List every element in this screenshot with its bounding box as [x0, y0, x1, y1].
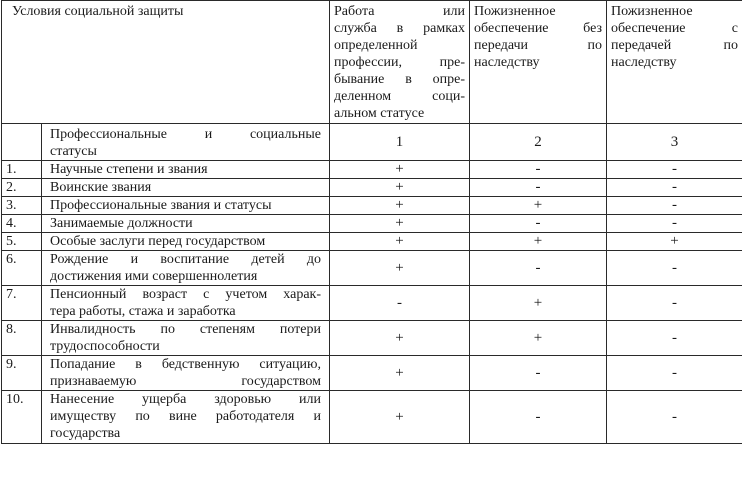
header-col-1-line: альном статусе — [334, 106, 425, 121]
row-description-line: имуществу по вине работодателя и — [50, 409, 321, 424]
row-number: 2. — [2, 179, 42, 197]
row-cell-work: + — [330, 197, 470, 215]
row-cell-lifetime-inherit: - — [607, 179, 742, 197]
table-row — [2, 179, 742, 197]
table-row — [2, 286, 742, 321]
row-cell-lifetime-no-inherit: - — [470, 179, 607, 197]
header-col-3-line: обеспечение с — [611, 21, 738, 36]
row-cell-lifetime-inherit: - — [607, 215, 742, 233]
row-number: 5. — [2, 233, 42, 251]
row-cell-lifetime-no-inherit: - — [470, 251, 607, 286]
header-col-2 — [470, 1, 607, 124]
row-cell-work: + — [330, 161, 470, 179]
row-description: Занимаемые должности — [42, 215, 330, 233]
header-col-2-line: обеспечение без — [474, 21, 602, 36]
header-col-3-line: передачей по — [611, 38, 738, 53]
row-cell-lifetime-no-inherit: - — [470, 356, 607, 391]
row-description — [42, 391, 330, 444]
header-col-3-line: Пожизненное — [611, 4, 693, 19]
header-col-2-line: передачи по — [474, 38, 602, 53]
social-protection-table — [1, 0, 742, 444]
table-row — [2, 161, 742, 179]
row-description-line: тера работы, стажа и заработка — [50, 304, 236, 319]
row-number: 9. — [2, 356, 42, 391]
header-col-2-line: наследству — [474, 55, 540, 70]
row-cell-work: + — [330, 233, 470, 251]
row-description-line: признаваемую государством — [50, 374, 321, 389]
table-row — [2, 197, 742, 215]
row-cell-lifetime-no-inherit: + — [470, 321, 607, 356]
row-cell-lifetime-inherit: - — [607, 321, 742, 356]
row-number: 10. — [2, 391, 42, 444]
table-row — [2, 251, 742, 286]
subheader-col-2: 2 — [470, 124, 607, 161]
row-description: Профессиональные звания и статусы — [42, 197, 330, 215]
row-cell-work: + — [330, 215, 470, 233]
row-cell-lifetime-no-inherit: - — [470, 161, 607, 179]
header-col-1-line: Работа или — [334, 4, 465, 19]
row-cell-work: - — [330, 286, 470, 321]
subheader-num — [2, 124, 42, 161]
subheader-label — [42, 124, 330, 161]
row-cell-lifetime-no-inherit: - — [470, 391, 607, 444]
row-cell-work: + — [330, 391, 470, 444]
row-description: Научные степени и звания — [42, 161, 330, 179]
row-cell-work: + — [330, 251, 470, 286]
subheader-col-3: 3 — [607, 124, 742, 161]
table-row — [2, 215, 742, 233]
row-description-line: Пенсионный возраст с учетом харак- — [50, 287, 321, 302]
header-col-1-line: профессии, пре- — [334, 55, 465, 70]
table-header-row — [2, 1, 742, 124]
table-row — [2, 391, 742, 444]
header-col-1-line: деленном соци- — [334, 89, 465, 104]
subheader-label-line: Профессиональные и социальные — [50, 127, 321, 142]
row-description-line: достижения ими совершеннолетия — [50, 269, 258, 284]
row-number: 7. — [2, 286, 42, 321]
row-description — [42, 286, 330, 321]
row-cell-work: + — [330, 356, 470, 391]
row-description: Особые заслуги перед государством — [42, 233, 330, 251]
row-cell-work: + — [330, 179, 470, 197]
table-row — [2, 321, 742, 356]
row-description-line: Попадание в бедственную ситуацию, — [50, 357, 321, 372]
subheader-row — [2, 124, 742, 161]
row-cell-lifetime-no-inherit: + — [470, 233, 607, 251]
row-cell-lifetime-inherit: + — [607, 233, 742, 251]
row-cell-lifetime-inherit: - — [607, 356, 742, 391]
row-cell-lifetime-no-inherit: + — [470, 286, 607, 321]
row-number: 6. — [2, 251, 42, 286]
header-conditions: Условия социальной защиты — [2, 1, 330, 124]
header-col-1-line: служба в рамках — [334, 21, 465, 36]
row-cell-lifetime-inherit: - — [607, 197, 742, 215]
row-description — [42, 356, 330, 391]
row-cell-lifetime-inherit: - — [607, 286, 742, 321]
row-description-line: Нанесение ущерба здоровью или — [50, 392, 321, 407]
row-description-line: государства — [50, 426, 121, 441]
row-description — [42, 251, 330, 286]
row-cell-lifetime-inherit: - — [607, 161, 742, 179]
row-cell-work: + — [330, 321, 470, 356]
row-description: Воинские звания — [42, 179, 330, 197]
row-number: 3. — [2, 197, 42, 215]
row-cell-lifetime-inherit: - — [607, 251, 742, 286]
row-description-line: Инвалидность по степеням потери — [50, 322, 321, 337]
header-col-1 — [330, 1, 470, 124]
header-col-2-line: Пожизненное — [474, 4, 556, 19]
header-col-1-line: бывание в опре- — [334, 72, 465, 87]
row-cell-lifetime-no-inherit: + — [470, 197, 607, 215]
row-description-line: трудоспособности — [50, 339, 160, 354]
header-col-1-line: определенной — [334, 38, 418, 53]
table-row — [2, 233, 742, 251]
row-number: 8. — [2, 321, 42, 356]
row-number: 4. — [2, 215, 42, 233]
table-row — [2, 356, 742, 391]
row-cell-lifetime-no-inherit: - — [470, 215, 607, 233]
row-number: 1. — [2, 161, 42, 179]
subheader-col-1: 1 — [330, 124, 470, 161]
row-description — [42, 321, 330, 356]
row-description-line: Рождение и воспитание детей до — [50, 252, 321, 267]
header-col-3-line: наследству — [611, 55, 677, 70]
header-col-3 — [607, 1, 742, 124]
subheader-label-line: статусы — [50, 144, 97, 159]
row-cell-lifetime-inherit: - — [607, 391, 742, 444]
